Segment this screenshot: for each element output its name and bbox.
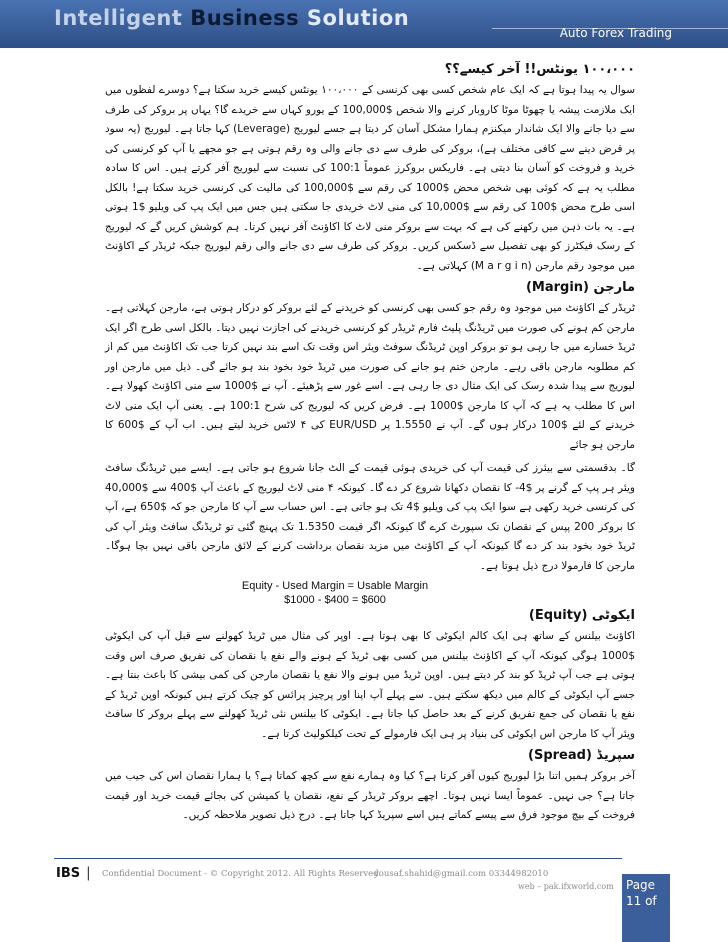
- footer-rule: [54, 858, 622, 859]
- page-number: 11 of: [626, 894, 657, 908]
- formula-line-2: $1000 - $400 = $600: [284, 594, 386, 606]
- brand-word-business: Business: [190, 6, 300, 30]
- footer-website[interactable]: web – pak.ifxworld.com: [518, 882, 614, 891]
- paragraph-margin-example: گا۔ بدقسمتی سے بیئرز کی قیمت آپ کی خریدی ہوئی قیمت کے الٹ جانا شروع ہو جاتی ہے۔ ایسے میں ٹریڈنگ سافٹ ویئر ہر پپ کے گرنے پر $4- کا نقصان دکھانا شروع کر دے گا۔ کیونکہ ۴ منی لاٹ لیوریج کے باعث آپ $400 سے $40,000 کی کرنسی خرید رکھی ہے سوا ایک پپ کی ویلیو $4 تک ہو جاتی ہے۔ اس حساب سے آپ کا مارجن جو کہ $650 ہے، آپ کا بروکر 200 پپس کے نقصان تک سپورٹ کرے گا کیونکہ اگر قیمت 1.5350 تک پہنچ گئی تو ٹریڈنگ سافٹ ویئر آپ کی ٹریڈ خود بخود بند کر دے گا کیونکہ آپ کے اکاؤنٹ میں مزید نقصان برداشت کرنے کے لائق مارجن باقی نہیں بچا ہوگا۔ مارجن کا فارمولا درج ذیل ہوتا ہے۔: [105, 462, 636, 572]
- paragraph-lots: سوال یہ پیدا ہوتا ہے کہ ایک عام شخص کسی بھی کرنسی کے ۱۰۰،۰۰۰ یونٹس کیسے خرید سکتا ہے؟ دوسرے لفظوں میں ایک ملازمت پیشہ یا چھوٹا موٹا کاروبار کرنے والا شخص $100,000 کے یورو کہاں سے خریدے گا؟ یہاں پر بروکر کی طرف سے دیا جانے والا ایک شاندار میکنزم ہمارا مشکل آسان کر دیتا ہے جسے لیوریج (Leverage) کہا جاتا ہے۔ لیوریج (یہ سود پر قرض دینے سے کافی مختلف ہے)، بروکر کی طرف سے دی جانے والی وہ رقم ہوتی ہے جو مجھے یا آپ کو کرنسی کی خرید و فروخت کو آسان بنا دیتی ہے۔ فاریکس بروکرز عموماً 100:1 کی نسبت سے لیوریج آفر کرتے ہیں۔ اس کا سادہ مطلب یہ ہے کہ کوئی بھی شخص محض $1000 کی رقم سے $100,000 کی مالیت کی کرنسی خرید سکتا ہے! بالکل اسی طرح محض $100 کی رقم سے $10,000 کی منی لاٹ خریدی جا سکتی ہیں جس میں ایک پپ کی ویلیو $1 ہوتی ہے۔ یہ بات ذہن میں رکھنے کی ہے کہ بہت سے بروکر منی لاٹ کا اکاؤنٹ آفر نہیں کرتا۔ ہم کوشش کریں گے کہ لیوریج کے رسک فیکٹرز کو بھی تفصیل سے ڈسکس کریں۔ بروکر کی طرف سے دی جانے والی رقم لیوریج جبکہ ٹریڈر کے اکاؤنٹ میں موجود رقم مارجن (M a r g i n) کہلاتی ہے۔: [105, 84, 636, 272]
- footer-separator: |: [86, 865, 91, 881]
- footer-confidential: Confidential Document - © Copyright 2012. All Rights Reserved.: [102, 869, 382, 879]
- brand-word-solution: Solution: [306, 6, 410, 30]
- paragraph-margin: ٹریڈر کے اکاؤنٹ میں موجود وہ رقم جو کسی بھی کرنسی کو خریدنے کے لئے بروکر کو درکار ہوتی ہے، مارجن کہلاتی ہے۔ مارجن کم ہونے کی صورت میں ٹریڈنگ پلیٹ فارم ٹریڈر کو کرنسی خریدنے کی اجازت نہیں دیتا۔ بالکل اسی طرح اگر ایک ٹریڈ خسارے میں جا رہی ہو تو بروکر اوپن ٹریڈنگ سوفٹ ویئر اس وقت تک اسے بند نہیں کرتا جب تک اکاؤنٹ میں کم از کم مطلوبہ مارجن باقی رہے۔ مارجن ختم ہو جانے کی صورت میں ٹریڈ خود بخود بند ہو جائے گی۔ ذیل میں مارجن اور لیوریج سے پیدا شدہ رسک کی ایک مثال دی جا رہی ہے۔ اسے غور سے پڑھیئے۔ آپ نے $1000 سے منی اکاؤنٹ کھولا ہے۔ اس کا مطلب یہ ہے کہ آپ کا مارجن $1000 ہے۔ فرض کریں کہ لیوریج کی شرح 100:1 ہے۔ یعنی آپ ایک منی لاٹ خریدنے کے لئے $100 درکار ہوں گے۔ آپ نے 1.5550 پر EUR/USD کی ۴ لاٹس خرید لیتے ہیں۔ اب آپ کے $600 کا مارجن ہو جائے: [105, 302, 636, 451]
- footer: [56, 862, 616, 892]
- brand-word-intelligent: Intelligent: [54, 6, 183, 30]
- brand-title: [54, 6, 409, 30]
- header-bar: [0, 0, 728, 48]
- paragraph-equity: اکاؤنٹ بیلنس کے ساتھ ہی ایک کالم ایکوٹی کا بھی ہوتا ہے۔ اوپر کی مثال میں ٹریڈ کھولنے سے قبل آپ کی ایکوٹی $1000 ہوگی کیونکہ آپ کے اکاؤنٹ بیلنس میں کسی بھی ٹریڈ کے ہونے والے نفع یا نقصان کی تفریق صرف اس وقت ہوتی ہے جب آپ ٹریڈ کو بند کر دیتے ہیں۔ اوپن ٹریڈ میں ہونے والا نفع یا نقصان مارجن کی کمی بیشی کا باعث بنتا ہے۔ جسے آپ ایکوٹی کے کالم میں دیکھ سکتے ہیں۔ سے پہلے آپ اپنا اور پرچیز پرائس کو چیک کرتے ہیں کیونکہ اوپن ٹریڈ کے نفع یا نقصان کی جمع تفریق کرنے کے بعد حاصل کیا جاتا ہے۔ ایکوٹی کا بیلنس نئی ٹریڈ کھولنے سے پہلے بروکر کا سافٹ ویئر آپ کا مارجن اس ایکوٹی کی بنیاد پر ہی ایک فارمولے کے تحت کیلکولیٹ کرتا ہے۔: [105, 630, 635, 740]
- heading-lots: ۱۰۰،۰۰۰ یونٹس!! آخر کیسے؟؟: [444, 62, 635, 77]
- page-number-badge: [622, 874, 670, 942]
- header-tagline: Auto Forex Trading: [559, 26, 672, 40]
- formula-line-1: Equity - Used Margin = Usable Margin: [241, 580, 429, 592]
- paragraph-spread: آخر بروکر ہمیں اتنا بڑا لیوریج کیوں آفر کرتا ہے؟ کیا وہ ہمارے نفع سے کچھ کماتا ہے؟ یا ہمارا نقصان اس کی جیب میں جاتا ہے؟ جی نہیں۔ عموماً ایسا نہیں ہوتا۔ اچھے بروکر ٹریڈر کے نفع، نقصان یا کمیشن کی بجائے قیمت خرید اور قیمت فروخت کے بیچ موجود فرق سے پیسے کماتے ہیں اسے سپریڈ کہا جاتا ہے۔ درج ذیل تصویر ملاحظہ کریں۔: [105, 770, 635, 821]
- page-body: [105, 62, 635, 830]
- heading-margin: مارجن (Margin): [525, 280, 635, 295]
- page-label: Page: [626, 878, 656, 892]
- footer-brand: IBS: [56, 866, 81, 881]
- heading-equity: ایکوٹی (Equity): [528, 608, 635, 623]
- footer-contact[interactable]: yousaf.shahid@gmail.com 03344982010: [374, 869, 549, 879]
- heading-spread: سپریڈ (Spread): [528, 748, 635, 763]
